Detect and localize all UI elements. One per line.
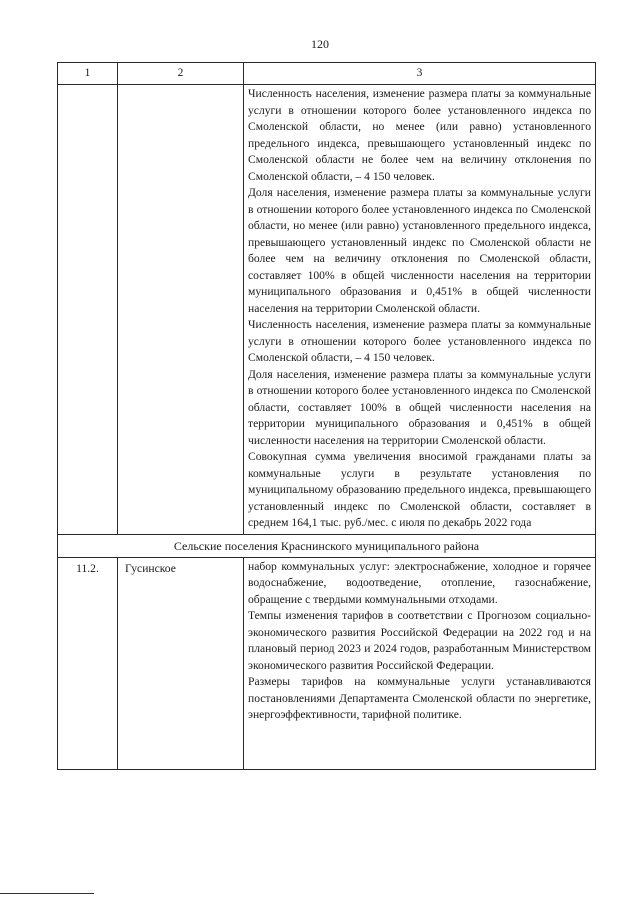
row1-paragraph: Доля населения, изменение размера платы за коммунальные услуги в отношении которого более установленного индекса по Смоленской области, составляет 100% в общей численности населения на территории муниципального образования и 0,451% в общей численности населения на территории Смоленской области.: [248, 367, 591, 447]
row2-name: Гусинское: [118, 557, 244, 769]
footnote-divider: [0, 893, 94, 894]
section-row: [58, 534, 596, 557]
header-col-1: 1: [58, 63, 118, 85]
row1-paragraph: Численность населения, изменение размера платы за коммунальные услуги в отношении которого более установленного индекса по Смоленской области, – 4 150 человек.: [248, 318, 591, 364]
document-table: [57, 62, 596, 770]
header-col-2: 2: [118, 63, 244, 85]
section-title: Сельские поселения Краснинского муниципального района: [58, 534, 596, 557]
row1-number: [58, 85, 118, 535]
table-header-row: [58, 63, 596, 85]
row1-paragraph: Численность населения, изменение размера платы за коммунальные услуги в отношении которого более установленного индекса по Смоленской области, но менее (или равно) установленного предельного индекса, превышающего установленный индекс по Смоленской области не более чем на величину отклонения по Смоленской области, – 4 150 человек.: [248, 87, 591, 183]
page-number: 120: [311, 37, 329, 51]
row1-name: [118, 85, 244, 535]
row1-description: [244, 85, 596, 535]
row2-number: 11.2.: [58, 557, 118, 769]
row2-paragraph: Размеры тарифов на коммунальные услуги устанавливаются постановлениями Департамента Смоленской области по энергетике, энергоэффективности, тарифной политике.: [248, 675, 591, 721]
table-row: [58, 85, 596, 535]
row2-paragraph: Темпы изменения тарифов в соответствии с Прогнозом социально-экономического развития Российской Федерации на 2022 год и на плановый период 2023 и 2024 годов, разработанным Министерством экономического развития Российской Федерации.: [248, 609, 591, 672]
row1-paragraph: Совокупная сумма увеличения вносимой гражданами платы за коммунальные услуги в результате установления по муниципальному образованию предельного индекса, превышающего установленный индекс по Смоленской области, составляет в среднем 164,1 тыс. руб./мес. с июля по декабрь 2022 года: [248, 450, 591, 529]
header-col-3: 3: [244, 63, 596, 85]
row1-paragraph: Доля населения, изменение размера платы за коммунальные услуги в отношении которого более установленного индекса по Смоленской области, но менее (или равно) установленного предельного индекса, превышающего установленный индекс по Смоленской области не более чем на величину отклонения по Смоленской области, составляет 100% в общей численности населения на территории муниципального образования и 0,451% в общей численности населения на территории Смоленской области.: [248, 186, 591, 315]
row2-paragraph: набор коммунальных услуг: электроснабжение, холодное и горячее водоснабжение, водоотведение, отопление, газоснабжение, обращение с твердыми коммунальными отходами.: [248, 559, 591, 606]
row2-description: [244, 557, 596, 769]
table-row: [58, 557, 596, 769]
